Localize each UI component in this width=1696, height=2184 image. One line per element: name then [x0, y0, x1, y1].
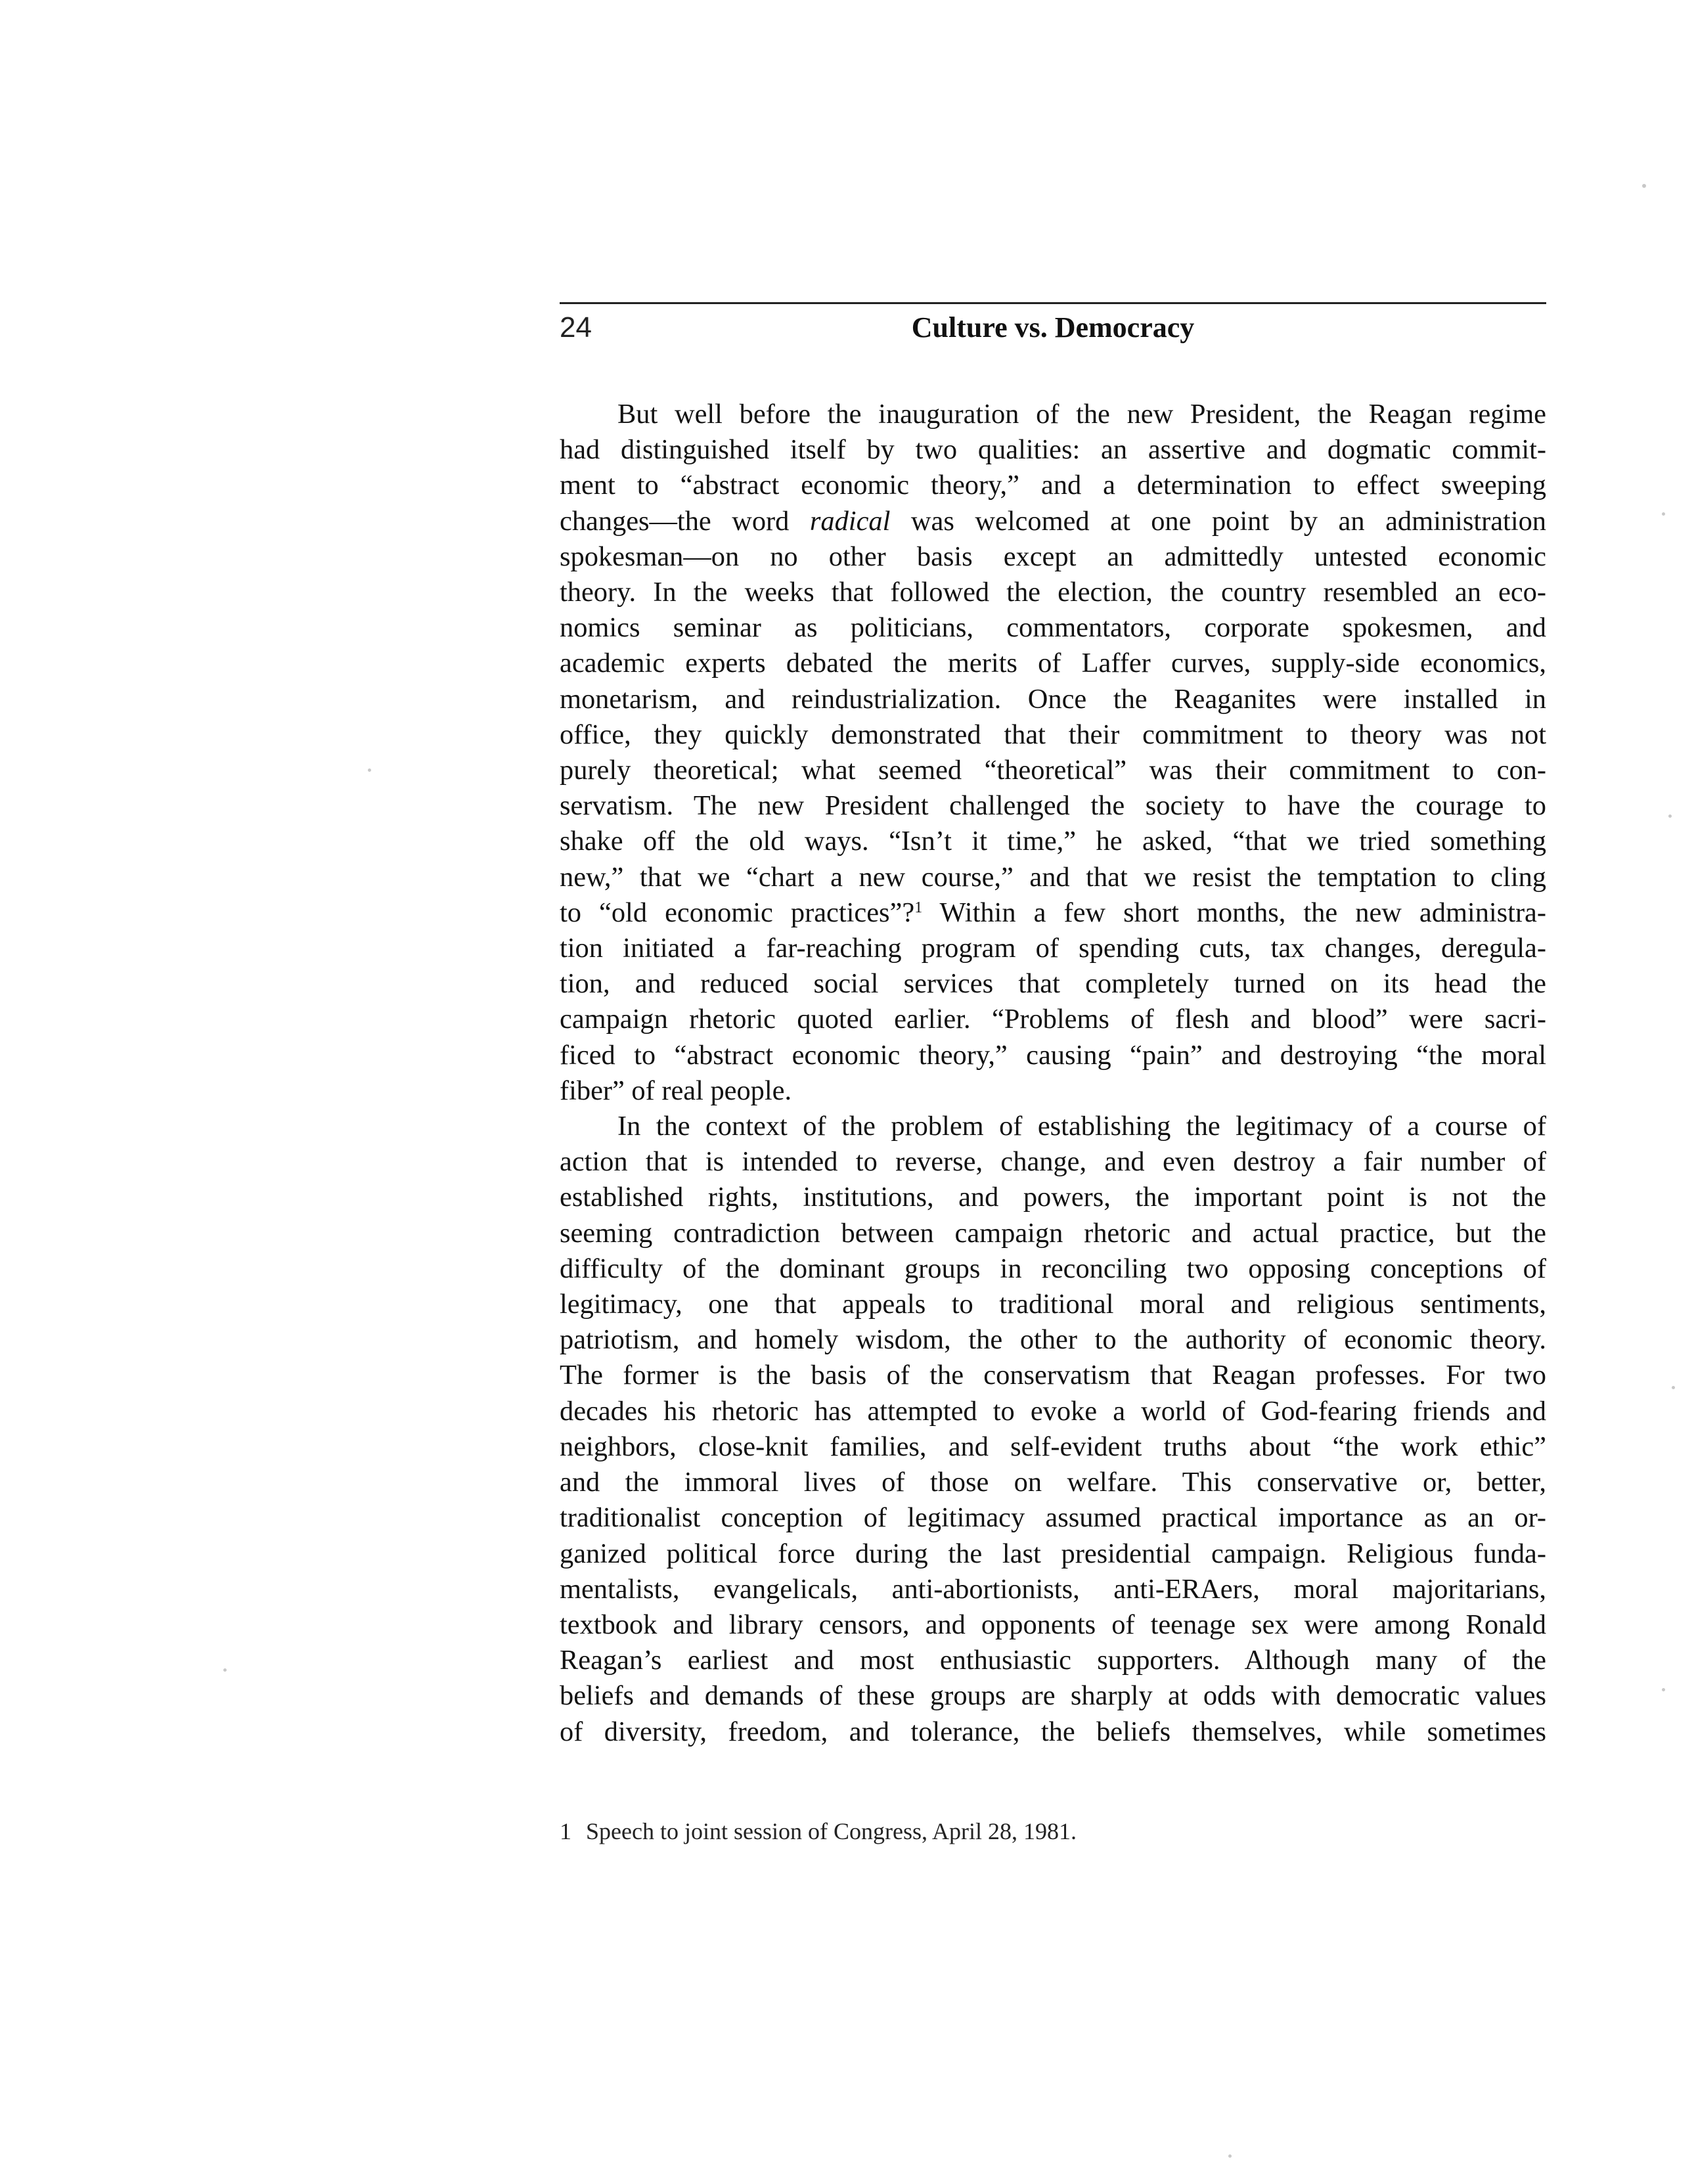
text-line: action that is intended to reverse, change, and even destroy a fair number of [560, 1146, 1546, 1178]
footnote [560, 1816, 1546, 1847]
emphasis-radical: radical [809, 505, 891, 537]
footnote-text: Speech to joint session of Congress, April 28, 1981. [586, 1818, 1077, 1844]
scan-speck [1642, 184, 1646, 188]
text-line: textbook and library censors, and opponents of teenage sex were among Ronald [560, 1609, 1546, 1640]
text-line: But well before the inauguration of the new President, the Reagan regime [617, 399, 1546, 430]
text-line: established rights, institutions, and powers, the important point is not the [560, 1182, 1546, 1213]
footnote-reference[interactable]: 1 [914, 899, 923, 916]
text-line: campaign rhetoric quoted earlier. “Problems of flesh and blood” were sacri- [560, 1004, 1546, 1035]
text-line [560, 504, 1546, 539]
scan-speck [1228, 2154, 1232, 2158]
text-line: ficed to “abstract economic theory,” causing “pain” and destroying “the moral [560, 1039, 1546, 1071]
text-line: and the immoral lives of those on welfare. This conservative or, better, [560, 1467, 1546, 1498]
text-line: purely theoretical; what seemed “theoretical” was their commitment to con- [560, 755, 1546, 786]
text-line: fiber” of real people. [560, 1075, 792, 1106]
text-line: office, they quickly demonstrated that their commitment to theory was not [560, 719, 1546, 750]
text-segment: to “old economic practices”? [560, 897, 915, 928]
text-line: spokesman—on no other basis except an admittedly untested economic [560, 541, 1546, 572]
text-line: monetarism, and reindustrialization. Once the Reaganites were installed in [560, 683, 1546, 715]
text-line: The former is the basis of the conservatism that Reagan professes. For two [560, 1360, 1546, 1391]
scan-speck [1668, 814, 1672, 818]
text-line: shake off the old ways. “Isn’t it time,” he asked, “that we tried something [560, 826, 1546, 857]
paragraph-2 [560, 1109, 1546, 1750]
running-title: Culture vs. Democracy [911, 311, 1195, 344]
scan-speck [1662, 512, 1665, 516]
text-line: ganized political force during the last presidential campaign. Religious funda- [560, 1538, 1546, 1569]
text-line: had distinguished itself by two qualities: an assertive and dogmatic commit- [560, 434, 1546, 466]
text-line [560, 895, 1546, 931]
text-line: mentalists, evangelicals, anti-abortionists, anti-ERAers, moral majoritarians, [560, 1573, 1546, 1605]
text-line: nomics seminar as politicians, commentators, corporate spokesmen, and [560, 612, 1546, 644]
text-line: tion initiated a far-reaching program of spending cuts, tax changes, deregula- [560, 933, 1546, 964]
text-line: servatism. The new President challenged the society to have the courage to [560, 790, 1546, 822]
scan-speck [223, 1668, 227, 1672]
text-line: Reagan’s earliest and most enthusiastic supporters. Although many of the [560, 1645, 1546, 1676]
text-line: neighbors, close-knit families, and self-evident truths about “the work ethic” [560, 1431, 1546, 1462]
page-number: 24 [560, 311, 592, 344]
text-line: new,” that we “chart a new course,” and that we resist the temptation to cling [560, 861, 1546, 893]
text-line: seeming contradiction between campaign rhetoric and actual practice, but the [560, 1217, 1546, 1249]
text-line: ment to “abstract economic theory,” and a determination to effect sweeping [560, 470, 1546, 501]
text-line: patriotism, and homely wisdom, the other to the authority of economic theory. [560, 1324, 1546, 1356]
scan-speck [1672, 1386, 1675, 1389]
text-line: academic experts debated the merits of Laffer curves, supply-side economics, [560, 648, 1546, 679]
body-text [560, 397, 1546, 1750]
text-line: traditionalist conception of legitimacy assumed practical importance as an or- [560, 1502, 1546, 1534]
text-line: difficulty of the dominant groups in reconciling two opposing conceptions of [560, 1253, 1546, 1284]
scan-speck [368, 769, 371, 772]
scan-speck [1662, 1688, 1665, 1691]
footnote-number: 1 [560, 1818, 571, 1844]
text-line: theory. In the weeks that followed the election, the country resembled an eco- [560, 577, 1546, 608]
text-line: beliefs and demands of these groups are sharply at odds with democratic values [560, 1680, 1546, 1712]
text-segment: Within a few short months, the new administra- [922, 897, 1546, 928]
text-line: of diversity, freedom, and tolerance, the beliefs themselves, while sometimes [560, 1716, 1546, 1747]
text-line: In the context of the problem of establishing the legitimacy of a course of [617, 1111, 1546, 1142]
text-segment: was welcomed at one point by an administration [890, 505, 1546, 537]
text-segment: changes—the word [560, 505, 810, 537]
text-line: tion, and reduced social services that completely turned on its head the [560, 968, 1546, 1000]
text-line: decades his rhetoric has attempted to evoke a world of God-fearing friends and [560, 1395, 1546, 1427]
running-header [560, 302, 1546, 350]
paragraph-1 [560, 397, 1546, 1109]
text-line: legitimacy, one that appeals to traditional moral and religious sentiments, [560, 1289, 1546, 1320]
